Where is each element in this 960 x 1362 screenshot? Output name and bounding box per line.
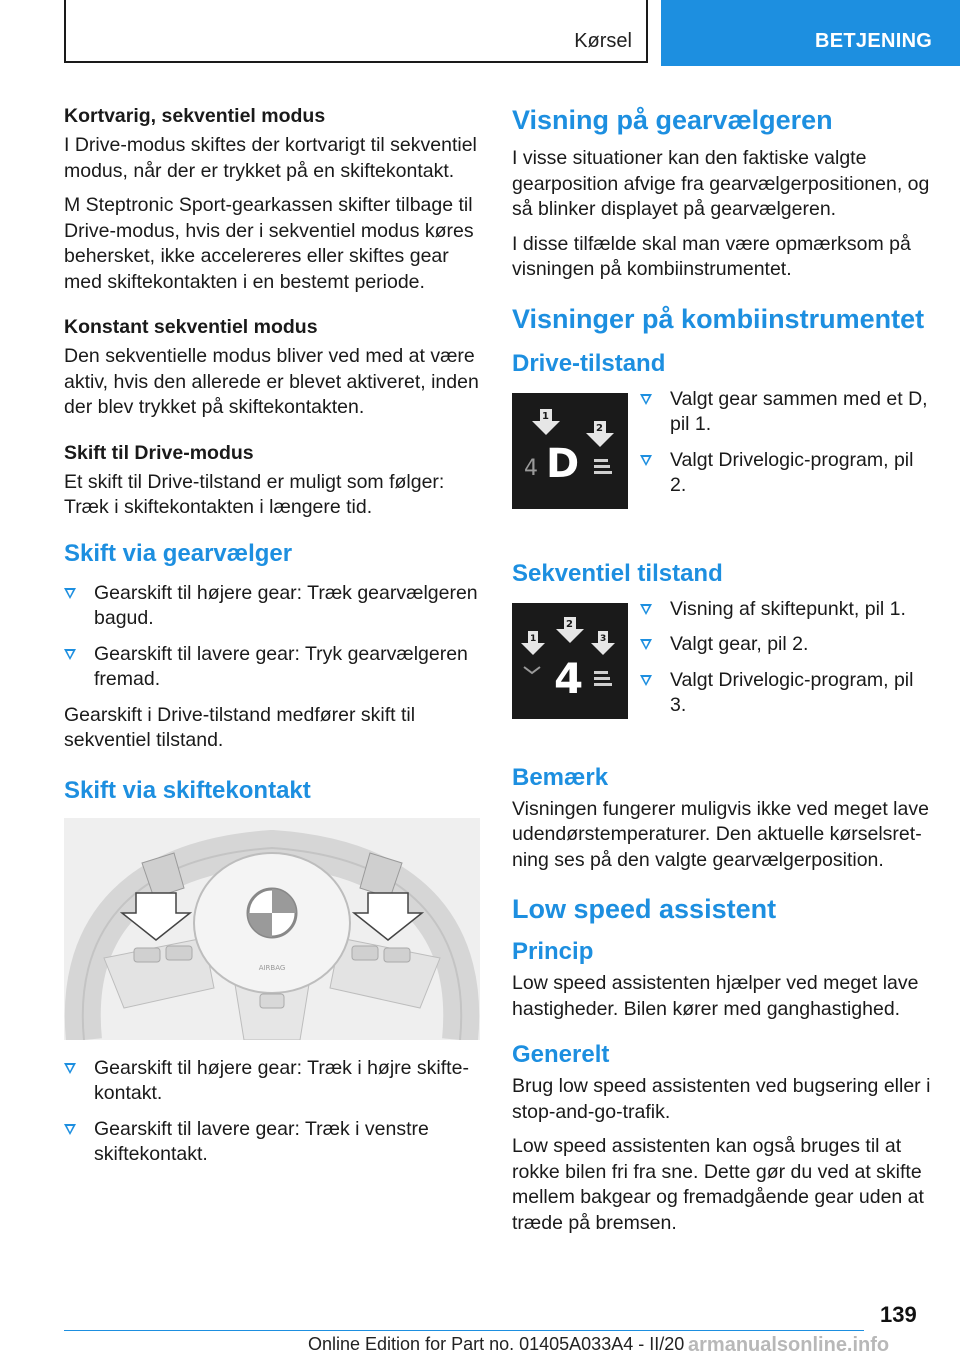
gear-digit: 4 (524, 455, 538, 481)
heading-low-speed: Low speed assistent (512, 894, 777, 924)
paddle-list (64, 1056, 484, 1168)
paragraph-short-sequential-1: I Drive-modus skiftes der kortvarigt til sekventiel modus, når der er trykket på en skiftekontakt. (64, 134, 477, 182)
chapter-title: BETJENING (815, 30, 933, 52)
list-item: Valgt Drivelogic-program, pil 3. (640, 668, 935, 719)
bullet-triangle-icon (64, 588, 76, 599)
bullet-triangle-icon (640, 604, 652, 615)
heading-via-paddle: Skift via skiftekontakt (64, 776, 311, 804)
arrow-label-1: 1 (542, 410, 549, 422)
paragraph-selector-note: Gearskift i Drive-tilstand medfører skift til sekventiel tilstand. (64, 703, 416, 751)
arrow-label-2: 2 (596, 422, 603, 434)
list-item: Valgt gear, pil 2. (640, 632, 935, 658)
sequential-display-image (512, 603, 628, 719)
heading-via-selector: Skift via gearvælger (64, 539, 293, 567)
section-tab (64, 0, 648, 63)
footer-rule (64, 1330, 864, 1331)
paragraph-selector-display-2: I disse tilfælde skal man være opmærksom på visningen på kombiinstrumentet. (512, 232, 911, 280)
heading-general: Generelt (512, 1041, 610, 1068)
paragraph-drive-mode: Et skift til Drive-tilstand er muligt som følger: Træk i skiftekontakten i længere tid. (64, 470, 445, 518)
heading-short-sequential: Kortvarig, sekventiel modus (64, 105, 326, 127)
sequential-list (640, 597, 935, 729)
heading-principle: Princip (512, 938, 594, 965)
arrow-label-3: 3 (600, 633, 607, 644)
page-number: 139 (880, 1302, 917, 1327)
section-title: Kørsel (574, 30, 632, 52)
gear-digit: 4 (554, 653, 584, 703)
heading-drive-mode: Skift til Drive-modus (64, 441, 254, 464)
steering-wheel-illustration (64, 818, 480, 1040)
paragraph-constant-sequential: Den sekventielle modus bliver ved med at være aktiv, hvis den allerede er blevet aktiveret, inden der blev trykket på skiftekontakten. (64, 345, 479, 418)
drive-list (640, 387, 935, 509)
arrow-label-2: 2 (566, 618, 573, 630)
list-item: Visning af skiftepunkt, pil 1. (640, 597, 935, 623)
list-item: Gearskift til lavere gear: Tryk gearvælgeren fremad. (64, 642, 484, 693)
sequential-state-row (512, 597, 932, 747)
paragraph-selector-display-1: I visse situationer kan den faktiske valgte gearposition afvige fra gearvælgerpositionen, og så blinker displayet på gearvælgeren. (512, 147, 930, 220)
bullet-triangle-icon (64, 649, 76, 660)
list-item: Gearskift til højere gear: Træk i højre skiftekontakt. (64, 1056, 484, 1107)
selector-list (64, 581, 484, 693)
list-item: Valgt gear sammen med et D, pil 1. (640, 387, 935, 438)
bullet-triangle-icon (64, 1063, 76, 1074)
heading-note: Bemærk (512, 763, 609, 791)
left-column (64, 104, 484, 1178)
list-item: Gearskift til højere gear: Træk gearvælgeren bagud. (64, 581, 484, 632)
heading-selector-display: Visning på gearvælgeren (512, 105, 833, 135)
drive-mode-letter: D (546, 440, 580, 487)
right-column (512, 104, 932, 1245)
paragraph-general-1: Brug low speed assistenten ved bugsering eller i stop-and-go-trafik. (512, 1075, 931, 1123)
bullet-triangle-icon (64, 1124, 76, 1135)
heading-sequential-state: Sekventiel tilstand (512, 559, 723, 587)
page-header (0, 0, 960, 66)
watermark: armanualsonline.info (688, 1334, 890, 1356)
list-item: Gearskift til lavere gear: Træk i venstre skiftekontakt. (64, 1117, 484, 1168)
svg-text:AIRBAG: AIRBAG (258, 963, 286, 972)
bullet-triangle-icon (640, 675, 652, 686)
edition-text: Online Edition for Part no. 01405A033A4 - II/20 (308, 1334, 685, 1354)
heading-cluster: Visninger på kombiinstrumentet (512, 303, 925, 334)
drive-state-row (512, 387, 932, 537)
paragraph-note: Visningen fungerer muligvis ikke ved meget lave udendørstemperaturer. Den aktuelle kørselsretning ses på den valgte gearvælgerposition. (512, 797, 929, 871)
heading-constant-sequential: Konstant sekventiel modus (64, 316, 318, 338)
bullet-triangle-icon (640, 639, 652, 650)
drive-display-image (512, 393, 628, 509)
chapter-tab (661, 0, 960, 66)
bullet-triangle-icon (640, 394, 652, 405)
paragraph-principle: Low speed assistenten hjælper ved meget lave hastigheder. Bilen kører med ganghastighed. (512, 972, 919, 1020)
list-item: Valgt Drivelogic-program, pil 2. (640, 448, 935, 499)
arrow-label-1: 1 (530, 633, 537, 644)
paragraph-general-2: Low speed assistenten kan også bruges til at rokke bilen fri fra sne. Dette gør du ved at skifte mellem bakgear og fremadgående gear uden at træde på bremsen. (512, 1135, 924, 1234)
bullet-triangle-icon (640, 455, 652, 466)
heading-drive-state: Drive-tilstand (512, 349, 666, 377)
paragraph-short-sequential-2: M Steptronic Sport-gearkassen skifter tilbage til Drive-modus, hvis der i sekventiel modus køres behersket, ikke accelereres eller skiftes gear med skiftekontakten i en bestemt periode. (64, 194, 474, 293)
